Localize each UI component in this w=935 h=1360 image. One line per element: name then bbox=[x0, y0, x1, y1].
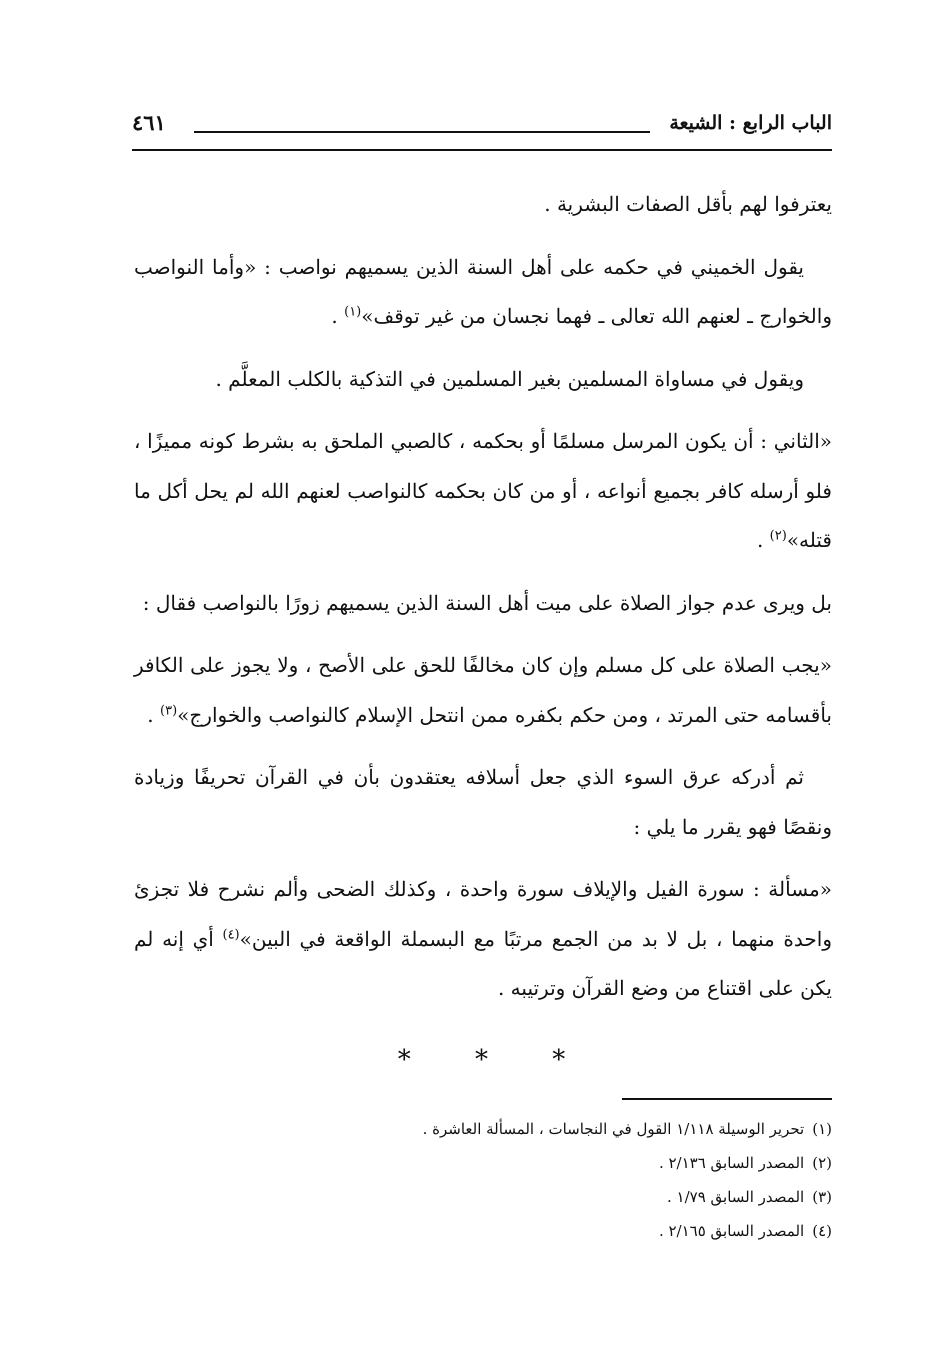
footnote-reference: (٤) bbox=[222, 926, 240, 942]
paragraph-text: «مسألة : سورة الفيل والإيلاف سورة واحدة ، وكذلك الضحى وألم نشرح فلا تجزئ واحدة منهما ، بل لا بد من الجمع مرتبًا مع البسملة الواقعة في البين» bbox=[134, 877, 832, 951]
paragraph bbox=[134, 243, 832, 342]
footnote bbox=[200, 1180, 832, 1214]
footnote bbox=[200, 1112, 832, 1146]
paragraph-text: يعترفوا لهم بأقل الصفات البشرية . bbox=[544, 192, 832, 216]
paragraph-text-end: . bbox=[147, 702, 161, 727]
footnote-reference: (٣) bbox=[160, 702, 178, 718]
quote-paragraph bbox=[134, 641, 832, 740]
footnote-text: المصدر السابق ٢/١٣٦ . bbox=[658, 1154, 805, 1172]
paragraph-text: «يجب الصلاة على كل مسلم وإن كان مخالفًا للحق على الأصح ، ولا يجوز على الكافر بأقسامه حتى المرتد ، ومن حكم بكفره ممن انتحل الإسلام كالنواصب والخوارج» bbox=[134, 653, 832, 727]
section-separator: * * * bbox=[397, 1045, 594, 1075]
paragraph-text: يقول الخميني في حكمه على أهل السنة الذين يسميهم نواصب : «وأما النواصب والخوارج ـ لعنهم الله تعالى ـ فهما نجسان من غير توقف» bbox=[134, 254, 832, 328]
footnotes bbox=[200, 1112, 832, 1248]
paragraph bbox=[134, 180, 832, 230]
footnote-number: (٢) bbox=[812, 1154, 832, 1172]
footnote-text: المصدر السابق ٢/١٦٥ . bbox=[658, 1222, 805, 1240]
running-header bbox=[132, 112, 832, 152]
paragraph bbox=[134, 579, 832, 629]
footnote-reference: (٢) bbox=[769, 528, 787, 544]
header-rule bbox=[132, 149, 832, 151]
chapter-title: الباب الرابع : الشيعة bbox=[669, 112, 832, 134]
footnote-rule bbox=[622, 1098, 832, 1100]
paragraph-text: ثم أدركه عرق السوء الذي جعل أسلافه يعتقدون بأن في القرآن تحريفًا وزيادة ونقصًا فهو يقرر ما يلي : bbox=[134, 765, 832, 839]
header-line bbox=[194, 131, 650, 133]
paragraph-text-end: أي إنه لم يكن على اقتناع من وضع القرآن وترتيبه . bbox=[134, 926, 832, 1000]
paragraph-text-end: . bbox=[331, 304, 345, 328]
footnote-number: (٤) bbox=[812, 1222, 832, 1240]
paragraph-text-end: . bbox=[756, 528, 770, 552]
main-text bbox=[134, 180, 832, 1027]
paragraph-text: «الثاني : أن يكون المرسل مسلمًا أو بحكمه ، كالصبي الملحق به بشرط كونه مميزًا ، فلو أرسله كافر بجميع أنواعه ، أو من كان بحكمه كالنواصب لعنهم الله لم يحل أكل ما قتله» bbox=[134, 429, 832, 552]
paragraph-text: بل ويرى عدم جواز الصلاة على ميت أهل السنة الذين يسميهم زورًا بالنواصب فقال : bbox=[142, 590, 832, 615]
footnote-number: (١) bbox=[812, 1120, 832, 1138]
footnote bbox=[200, 1146, 832, 1180]
footnote-text: تحرير الوسيلة ١/١١٨ القول في النجاسات ، المسألة العاشرة . bbox=[422, 1120, 805, 1138]
page-number: ٤٦١ bbox=[132, 110, 166, 135]
footnote-text: المصدر السابق ١/٧٩ . bbox=[666, 1188, 805, 1206]
paragraph bbox=[134, 753, 832, 852]
footnote-reference: (١) bbox=[344, 304, 362, 320]
footnote-number: (٣) bbox=[812, 1188, 832, 1206]
paragraph bbox=[134, 355, 832, 405]
quote-paragraph bbox=[134, 865, 832, 1014]
quote-paragraph bbox=[134, 417, 832, 566]
footnote bbox=[200, 1214, 832, 1248]
paragraph-text: ويقول في مساواة المسلمين بغير المسلمين في التذكية بالكلب المعلَّم . bbox=[215, 366, 804, 391]
